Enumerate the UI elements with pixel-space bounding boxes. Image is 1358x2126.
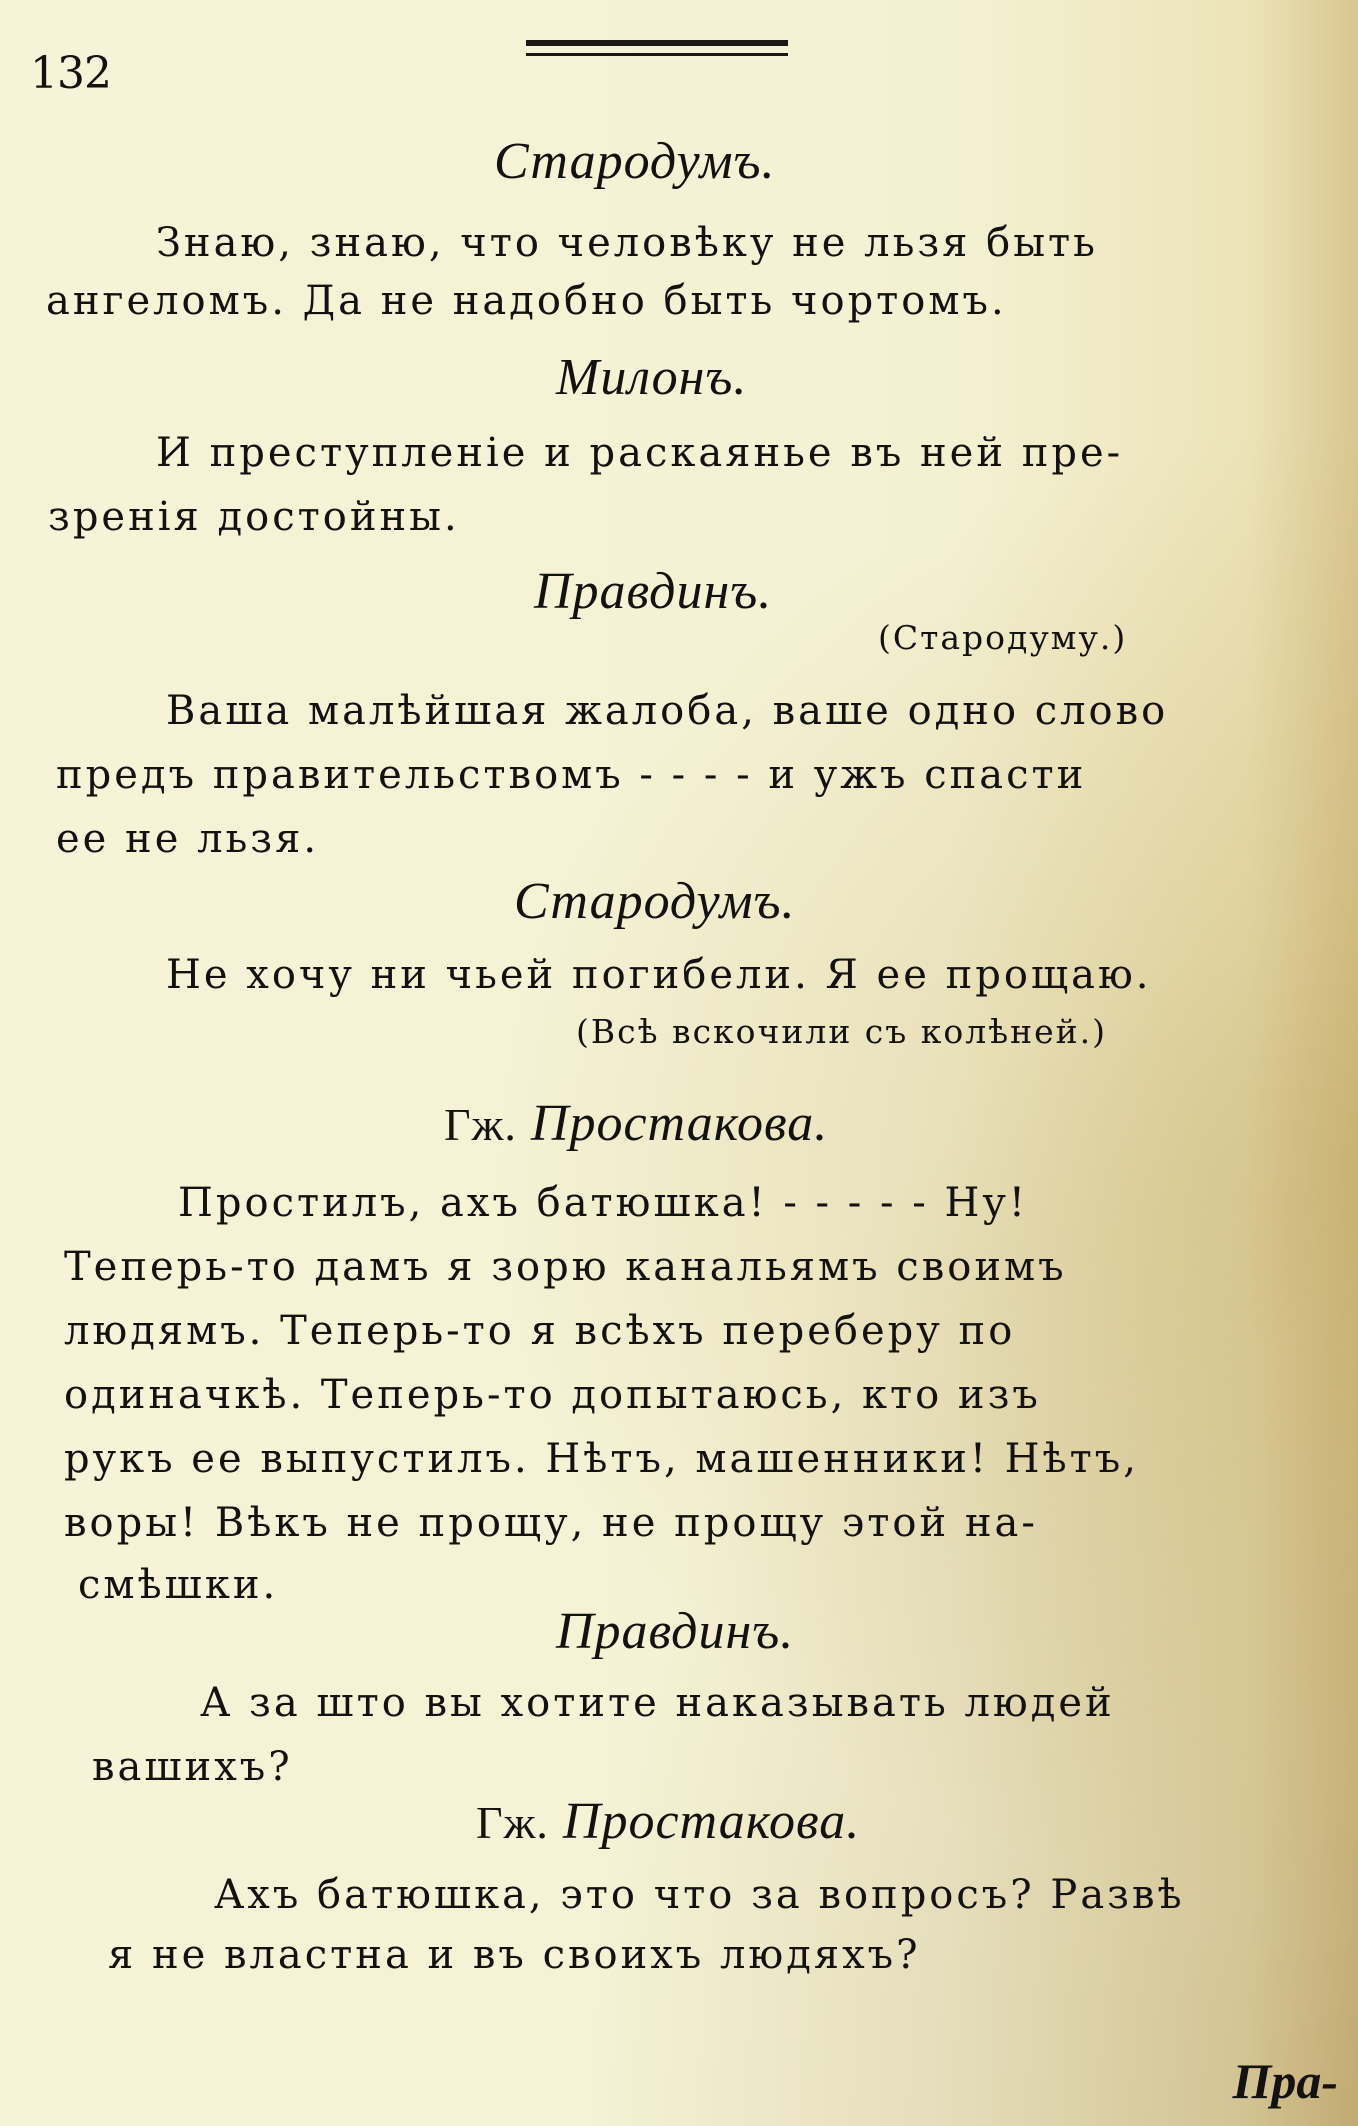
speaker-heading	[476, 1792, 860, 1851]
dialogue-line: зренія достойны.	[48, 494, 460, 540]
dialogue-line: людямъ. Теперь-то я всѣхъ переберу по	[64, 1308, 1016, 1354]
stage-direction: (Всѣ вскочили съ колѣней.)	[576, 1012, 1108, 1051]
speaker-prefix: Гж.	[476, 1797, 549, 1848]
dialogue-line: Простилъ, ахъ батюшка! - - - - - Ну!	[178, 1180, 1028, 1226]
speaker-name: Простакова.	[530, 1095, 829, 1152]
page-number: 132	[30, 48, 111, 99]
speaker-heading: Милонъ.	[556, 349, 748, 406]
speaker-heading: Стародумъ.	[494, 133, 776, 190]
dialogue-line: предъ правительствомъ - - - - и ужъ спасти	[56, 752, 1087, 798]
dialogue-line: смѣшки.	[78, 1562, 279, 1608]
dialogue-line: Ахъ батюшка, это что за вопросъ? Развѣ	[214, 1872, 1185, 1918]
speaker-heading: Стародумъ.	[514, 873, 796, 930]
dialogue-line: Не хочу ни чьей погибели. Я ее прощаю.	[166, 952, 1152, 998]
speaker-heading: Правдинъ.	[534, 563, 773, 620]
dialogue-line: ангеломъ. Да не надобно быть чортомъ.	[46, 278, 1007, 324]
dialogue-line: ее не льзя.	[56, 816, 320, 862]
speaker-heading	[444, 1094, 828, 1153]
dialogue-line: Знаю, знаю, что человѣку не льзя быть	[156, 220, 1098, 266]
dialogue-line: Теперь-то дамъ я зорю канальямъ своимъ	[64, 1244, 1067, 1290]
header-rule-thick	[526, 40, 788, 46]
header-rule-thin	[526, 53, 788, 56]
stage-direction: (Стародуму.)	[878, 618, 1128, 657]
dialogue-line: И преступленіе и раскаянье въ ней пре-	[156, 430, 1124, 476]
catchword: Пра-	[1232, 2053, 1338, 2109]
dialogue-line: рукъ ее выпустилъ. Нѣтъ, машенники! Нѣтъ,	[64, 1436, 1139, 1482]
dialogue-line: Ваша малѣйшая жалоба, ваше одно слово	[166, 688, 1169, 734]
dialogue-line: вашихъ?	[92, 1744, 293, 1790]
dialogue-line: одиначкѣ. Теперь-то допытаюсь, кто изъ	[64, 1372, 1041, 1418]
dialogue-line: воры! Вѣкъ не прощу, не прощу этой на-	[64, 1500, 1038, 1546]
speaker-name: Простакова.	[562, 1793, 861, 1850]
dialogue-line: я не властна и въ своихъ людяхъ?	[108, 1932, 921, 1978]
dialogue-line: А за што вы хотите наказывать людей	[200, 1680, 1115, 1726]
speaker-prefix: Гж.	[444, 1099, 517, 1150]
speaker-heading: Правдинъ.	[556, 1603, 795, 1660]
